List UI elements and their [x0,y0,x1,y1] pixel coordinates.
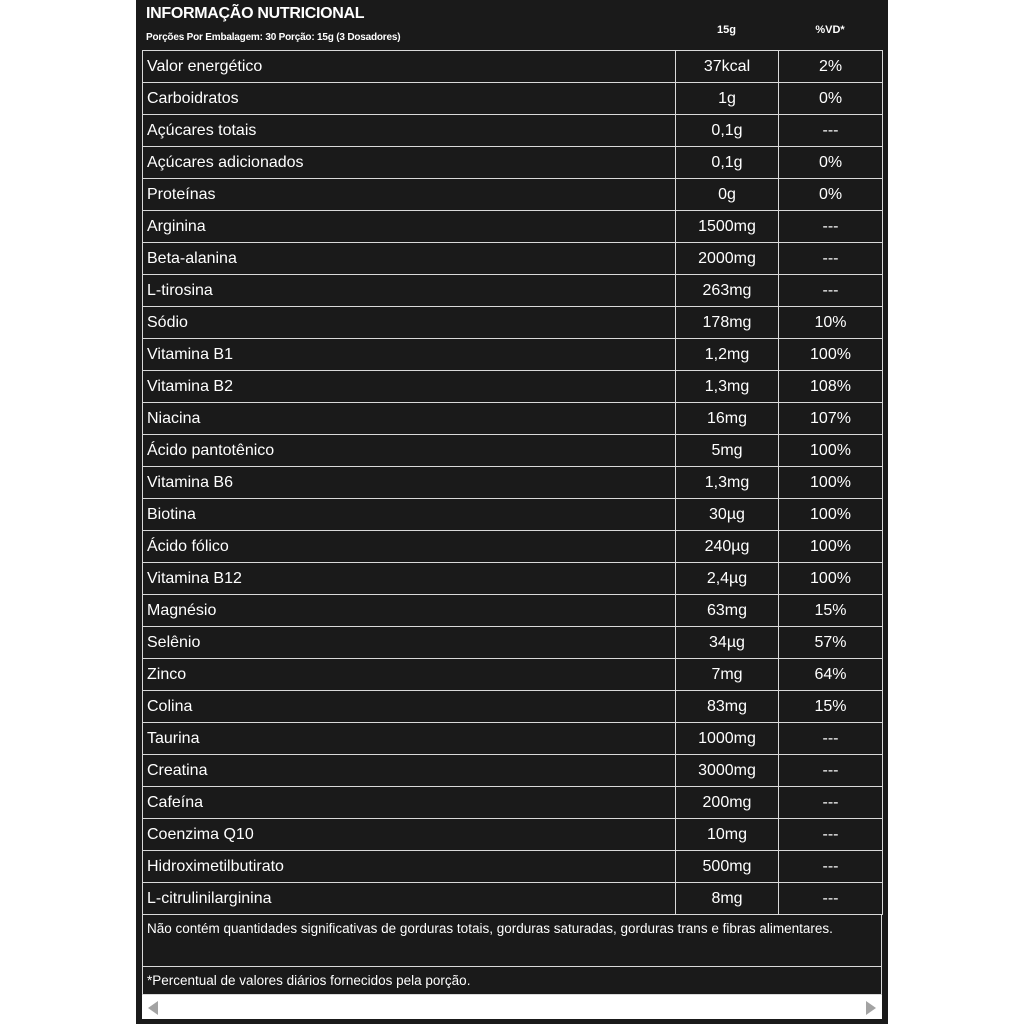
nutrient-daily-value: --- [779,755,883,787]
nutrient-amount: 7mg [676,659,779,691]
nutrient-name: Niacina [143,403,676,435]
nutrient-name: Vitamina B2 [143,371,676,403]
nutrient-amount: 8mg [676,883,779,915]
table-row [143,659,883,691]
table-row [143,307,883,339]
nutrient-name: Açúcares adicionados [143,147,676,179]
nutrient-amount: 200mg [676,787,779,819]
table-row [143,595,883,627]
nutrient-name: L-tirosina [143,275,676,307]
nutrient-name: Creatina [143,755,676,787]
nutrient-daily-value: 108% [779,371,883,403]
column-header-quantity: 15g [717,24,736,36]
table-row [143,371,883,403]
nutrient-daily-value: --- [779,883,883,915]
nutrient-name: Proteínas [143,179,676,211]
nutrient-amount: 240µg [676,531,779,563]
nutrient-amount: 0,1g [676,147,779,179]
nutrient-name: Colina [143,691,676,723]
nutrient-amount: 1,3mg [676,371,779,403]
horizontal-scrollbar[interactable] [142,995,882,1019]
table-row [143,499,883,531]
serving-info: Porções Por Embalagem: 30 Porção: 15g (3 Dosadores) [146,32,401,43]
nutrient-amount: 1,3mg [676,467,779,499]
nutrient-daily-value: 15% [779,595,883,627]
nutrient-amount: 16mg [676,403,779,435]
table-row [143,243,883,275]
table-row [143,467,883,499]
nutrient-amount: 1g [676,83,779,115]
table-row [143,883,883,915]
table-row [143,787,883,819]
nutrient-name: Zinco [143,659,676,691]
nutrient-daily-value: 100% [779,339,883,371]
nutrient-daily-value: 107% [779,403,883,435]
nutrient-name: Ácido fólico [143,531,676,563]
nutrient-amount: 5mg [676,435,779,467]
nutrient-daily-value: 15% [779,691,883,723]
scroll-right-icon[interactable] [866,1001,876,1015]
nutrient-amount: 500mg [676,851,779,883]
nutrient-daily-value: 0% [779,179,883,211]
nutrient-name: Selênio [143,627,676,659]
column-header-daily-value: %VD* [815,24,845,36]
nutrient-amount: 263mg [676,275,779,307]
table-row [143,275,883,307]
nutrient-name: Taurina [143,723,676,755]
nutrient-daily-value: 2% [779,51,883,83]
nutrient-name: Sódio [143,307,676,339]
table-row [143,755,883,787]
table-row [143,83,883,115]
table-row [143,531,883,563]
nutrient-daily-value: 57% [779,627,883,659]
nutrient-amount: 10mg [676,819,779,851]
nutrition-table [142,50,883,915]
nutrient-name: Coenzima Q10 [143,819,676,851]
nutrient-amount: 1,2mg [676,339,779,371]
nutrient-name: Açúcares totais [143,115,676,147]
nutrient-name: Vitamina B1 [143,339,676,371]
nutrient-amount: 3000mg [676,755,779,787]
nutrient-amount: 83mg [676,691,779,723]
table-row [143,179,883,211]
nutrient-daily-value: --- [779,723,883,755]
nutrient-amount: 178mg [676,307,779,339]
nutrient-daily-value: 100% [779,467,883,499]
footnote-not-significant: Não contém quantidades significativas de gorduras totais, gorduras saturadas, gorduras trans e fibras alimentares. [142,915,882,967]
nutrient-name: Carboidratos [143,83,676,115]
nutrient-daily-value: --- [779,275,883,307]
nutrient-daily-value: 100% [779,563,883,595]
nutrient-name: Hidroximetilbutirato [143,851,676,883]
nutrient-daily-value: --- [779,851,883,883]
table-row [143,51,883,83]
nutrient-daily-value: --- [779,115,883,147]
nutrient-daily-value: 100% [779,499,883,531]
nutrient-name: Arginina [143,211,676,243]
nutrient-amount: 30µg [676,499,779,531]
table-row [143,819,883,851]
nutrient-amount: 2000mg [676,243,779,275]
table-row [143,723,883,755]
table-row [143,435,883,467]
nutrient-amount: 1500mg [676,211,779,243]
table-row [143,339,883,371]
nutrient-amount: 0,1g [676,115,779,147]
nutrient-name: Ácido pantotênico [143,435,676,467]
table-row [143,115,883,147]
nutrient-name: Beta-alanina [143,243,676,275]
nutrient-daily-value: 100% [779,531,883,563]
nutrient-name: Vitamina B12 [143,563,676,595]
nutrient-daily-value: --- [779,819,883,851]
page-title: INFORMAÇÃO NUTRICIONAL [146,5,365,22]
nutrition-panel [136,0,888,1024]
nutrient-name: Cafeína [143,787,676,819]
nutrient-amount: 63mg [676,595,779,627]
nutrient-daily-value: --- [779,243,883,275]
nutrient-name: L-citrulinilarginina [143,883,676,915]
scroll-left-icon[interactable] [148,1001,158,1015]
nutrient-amount: 0g [676,179,779,211]
nutrient-daily-value: --- [779,787,883,819]
table-row [143,851,883,883]
table-row [143,147,883,179]
nutrient-amount: 1000mg [676,723,779,755]
footnote-daily-value: *Percentual de valores diários fornecidos pela porção. [142,967,882,995]
nutrient-name: Biotina [143,499,676,531]
nutrient-amount: 37kcal [676,51,779,83]
table-row [143,627,883,659]
nutrient-daily-value: --- [779,211,883,243]
nutrient-daily-value: 10% [779,307,883,339]
nutrient-name: Vitamina B6 [143,467,676,499]
table-header [136,0,888,50]
nutrient-name: Magnésio [143,595,676,627]
table-row [143,403,883,435]
nutrient-daily-value: 0% [779,83,883,115]
nutrient-amount: 2,4µg [676,563,779,595]
table-row [143,211,883,243]
nutrient-daily-value: 100% [779,435,883,467]
table-row [143,691,883,723]
nutrient-amount: 34µg [676,627,779,659]
nutrient-name: Valor energético [143,51,676,83]
nutrient-daily-value: 64% [779,659,883,691]
nutrient-daily-value: 0% [779,147,883,179]
table-row [143,563,883,595]
